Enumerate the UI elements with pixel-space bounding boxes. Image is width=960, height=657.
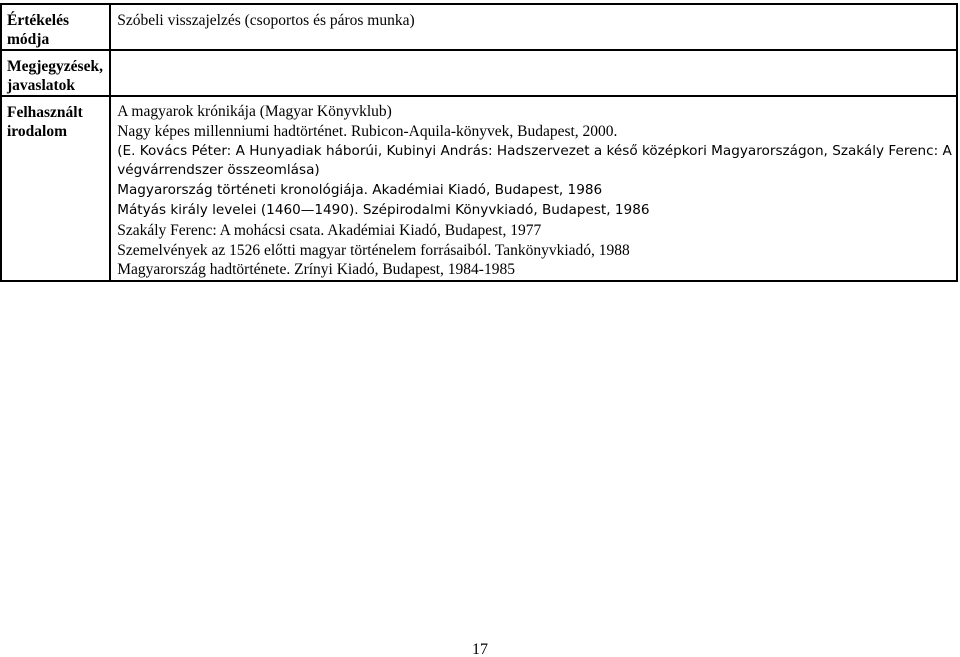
reference-list [111,97,956,280]
row-label: Értékelés módja [7,12,69,48]
page-number-text: 17 [472,641,488,657]
reference-item: A magyarok krónikája (Magyar Könyvklub) [117,103,392,120]
row-content-cell [110,50,957,96]
row-content-cell [110,4,957,50]
document-table [0,3,958,282]
row-label: Megjegyzések, javaslatok [7,58,103,94]
table-row [1,50,957,96]
reference-item: Magyarország hadtörténete. Zrínyi Kiadó, Budapest, 1984-1985 [117,261,515,279]
reference-item: Szakály Ferenc: A mohácsi csata. Akadémiai Kiadó, Budapest, 1977 [117,221,542,239]
row-label-cell [1,4,110,50]
reference-item: Magyarország történeti kronológiája. Akadémiai Kiadó, Budapest, 1986 [117,182,603,199]
reference-item: Szemelvények az 1526 előtti magyar történelem forrásaiból. Tankönyvkiadó, 1988 [117,241,630,259]
page-number [0,641,960,657]
row-label: Felhasznált irodalom [7,104,83,140]
row-content [111,51,956,57]
row-label-cell [1,50,110,96]
references-cell [110,96,957,281]
table-row [1,4,957,50]
row-label-cell [1,96,110,281]
row-content: Szóbeli visszajelzés (csoportos és páros munka) [117,12,415,29]
reference-item: Mátyás király levelei (1460—1490). Szépirodalmi Könyvkiadó, Budapest, 1986 [117,201,650,218]
reference-item: (E. Kovács Péter: A Hunyadiak háborúi, Kubinyi András: Hadszervezet a késő középkori Magyarországon, Szakály Ferenc: A végvárrendszer összeomlása) [117,142,952,179]
table-row [1,96,957,281]
reference-item: Nagy képes millenniumi hadtörténet. Rubicon-Aquila-könyvek, Budapest, 2000. [117,122,618,140]
